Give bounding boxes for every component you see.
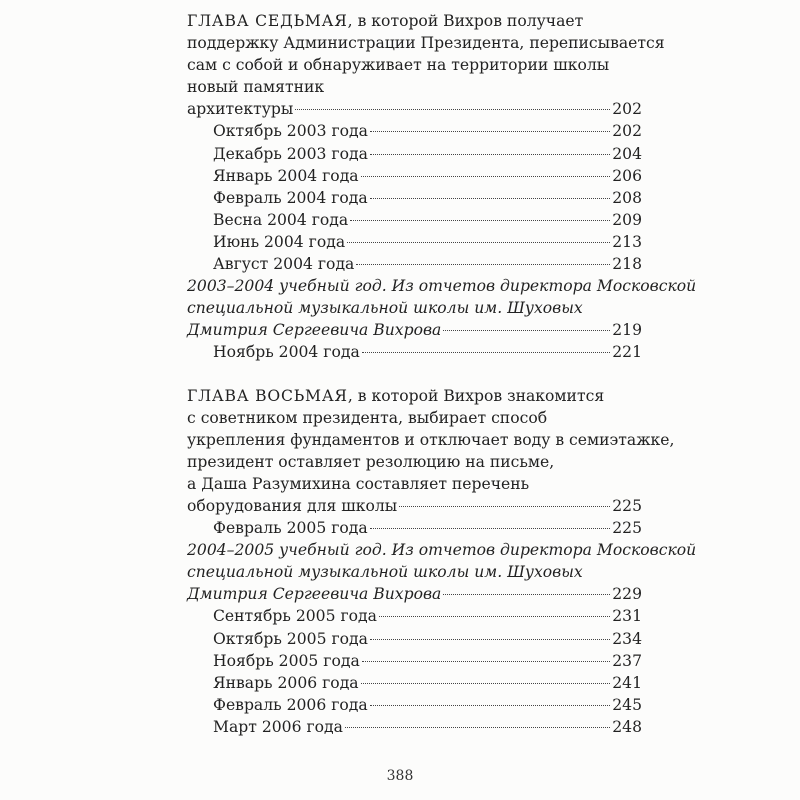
entry-page-number: 237 xyxy=(612,651,642,670)
toc-entry[interactable] xyxy=(187,231,642,253)
report-title-line: 2003–2004 учебный год. Из отчетов директора Московской xyxy=(187,277,697,296)
chapter-title-line: , в которой Вихров получает xyxy=(347,12,584,30)
chapter-title-line: президент оставляет резолюцию на письме, xyxy=(187,452,555,471)
entry-label: Февраль 2005 года xyxy=(213,519,368,538)
entry-page-number: 229 xyxy=(612,585,642,604)
chapter-seven-title[interactable] xyxy=(187,10,665,120)
chapter-eight xyxy=(187,385,697,739)
dot-leader xyxy=(362,661,610,662)
entry-label: Январь 2006 года xyxy=(213,673,359,692)
entry-page-number: 202 xyxy=(612,100,642,119)
entry-page-number: 213 xyxy=(612,232,642,251)
toc-entry[interactable] xyxy=(187,628,642,650)
entry-page-number: 208 xyxy=(612,188,642,207)
page-number: 388 xyxy=(386,768,414,784)
dot-leader xyxy=(361,176,611,177)
toc-entry[interactable] xyxy=(187,120,642,142)
toc-entry[interactable] xyxy=(187,209,642,231)
dot-leader xyxy=(361,683,611,684)
chapter-seven-caps: ГЛАВА СЕДЬМАЯ xyxy=(187,12,348,30)
report-entry[interactable] xyxy=(187,275,697,341)
toc-entry[interactable] xyxy=(187,672,642,694)
dot-leader xyxy=(399,506,610,507)
chapter-title-line: а Даша Разумихина составляет перечень xyxy=(187,474,530,493)
report-title-line: 2004–2005 учебный год. Из отчетов директора Московской xyxy=(187,541,697,560)
dot-leader xyxy=(295,109,610,110)
entry-page-number: 234 xyxy=(612,629,642,648)
entry-label: оборудования для школы xyxy=(187,496,398,515)
chapter-eight-title[interactable] xyxy=(187,385,675,518)
dot-leader xyxy=(370,154,610,155)
entry-label: Июнь 2004 года xyxy=(213,232,346,251)
chapter-title-line: с советником президента, выбирает способ xyxy=(187,408,548,427)
toc-entry[interactable] xyxy=(187,694,642,716)
entry-page-number: 209 xyxy=(612,210,642,229)
chapter-title-line: укрепления фундаментов и отключает воду в семиэтажке, xyxy=(187,430,675,449)
dot-leader xyxy=(379,616,610,617)
entry-page-number: 248 xyxy=(612,717,642,736)
report-title-line: специальной музыкальной школы им. Шуховых xyxy=(187,563,583,582)
dot-leader xyxy=(443,594,610,595)
dot-leader xyxy=(370,131,610,132)
entry-label: Октябрь 2005 года xyxy=(213,629,368,648)
dot-leader xyxy=(443,330,610,331)
report-title-line: специальной музыкальной школы им. Шуховых xyxy=(187,299,583,318)
toc-entry[interactable] xyxy=(187,517,642,539)
toc-entry[interactable] xyxy=(187,253,642,275)
entry-page-number: 241 xyxy=(612,673,642,692)
entry-page-number: 202 xyxy=(612,122,642,141)
toc-entry[interactable] xyxy=(187,716,642,738)
entry-page-number: 219 xyxy=(612,321,642,340)
entry-page-number: 245 xyxy=(612,695,642,714)
entry-label: Октябрь 2003 года xyxy=(213,122,368,141)
entry-page-number: 218 xyxy=(612,255,642,274)
dot-leader xyxy=(370,528,611,529)
table-of-contents xyxy=(187,10,697,738)
entry-label: Дмитрия Сергеевича Вихрова xyxy=(187,585,442,604)
toc-entry xyxy=(187,495,642,517)
dot-leader xyxy=(350,220,610,221)
chapter-title-line: новый памятник xyxy=(187,78,325,97)
toc-entry[interactable] xyxy=(187,605,642,627)
entry-page-number: 206 xyxy=(612,166,642,185)
entry-label: Весна 2004 года xyxy=(213,210,349,229)
toc-entry xyxy=(187,583,642,605)
entry-page-number: 231 xyxy=(612,607,642,626)
entry-label: архитектуры xyxy=(187,100,294,119)
entry-label: Декабрь 2003 года xyxy=(213,144,368,163)
chapter-seven xyxy=(187,10,697,364)
toc-entry xyxy=(187,98,642,120)
entry-label: Август 2004 года xyxy=(213,255,355,274)
entry-label: Сентябрь 2005 года xyxy=(213,607,377,626)
entry-page-number: 204 xyxy=(612,144,642,163)
dot-leader xyxy=(370,705,611,706)
toc-entry[interactable] xyxy=(187,341,642,363)
dot-leader xyxy=(345,727,610,728)
toc-entry xyxy=(187,319,642,341)
dot-leader xyxy=(370,198,611,199)
entry-label: Январь 2004 года xyxy=(213,166,359,185)
chapter-title-line: поддержку Администрации Президента, переписывается xyxy=(187,34,665,53)
toc-entry[interactable] xyxy=(187,187,642,209)
entry-label: Март 2006 года xyxy=(213,717,343,736)
chapter-eight-caps: ГЛАВА ВОСЬМАЯ xyxy=(187,386,348,405)
dot-leader xyxy=(347,242,610,243)
toc-entry[interactable] xyxy=(187,650,642,672)
dot-leader xyxy=(356,264,610,265)
entry-label: Ноябрь 2004 года xyxy=(213,343,360,362)
entry-label: Февраль 2004 года xyxy=(213,188,368,207)
toc-entry[interactable] xyxy=(187,143,642,165)
dot-leader xyxy=(370,639,610,640)
entry-label: Февраль 2006 года xyxy=(213,695,368,714)
entry-label: Ноябрь 2005 года xyxy=(213,651,360,670)
dot-leader xyxy=(362,352,610,353)
entry-label: Дмитрия Сергеевича Вихрова xyxy=(187,321,442,340)
chapter-title-line: , в которой Вихров знакомится xyxy=(347,386,605,405)
entry-page-number: 225 xyxy=(612,519,642,538)
entry-page-number: 221 xyxy=(612,343,642,362)
entry-page-number: 225 xyxy=(612,496,642,515)
report-entry[interactable] xyxy=(187,539,697,605)
toc-entry[interactable] xyxy=(187,165,642,187)
chapter-title-line: сам с собой и обнаруживает на территории школы xyxy=(187,56,610,75)
